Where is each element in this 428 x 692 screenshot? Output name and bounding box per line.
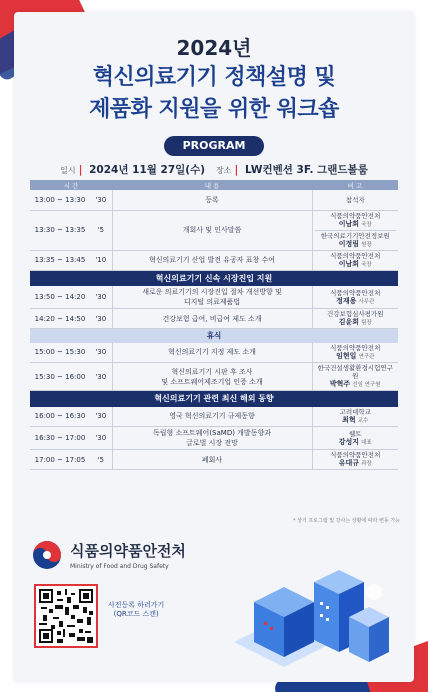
session-speaker bbox=[312, 343, 398, 363]
speaker-org: 한국의료기기안전정보원 bbox=[320, 231, 390, 240]
speaker-org: 식품의약품안전처 bbox=[330, 343, 381, 352]
speaker-org: 고려대학교 bbox=[339, 407, 371, 416]
title-year: 2024년 bbox=[176, 36, 252, 60]
session-time: 14:20 ~ 14:50 bbox=[30, 309, 90, 329]
table-row bbox=[30, 363, 398, 391]
speaker-name: 정재용 bbox=[336, 296, 357, 305]
session-duration: '30 bbox=[90, 427, 112, 450]
column-header-note: 비 고 bbox=[312, 180, 398, 190]
table-row bbox=[30, 250, 398, 270]
poster-card bbox=[14, 12, 414, 682]
speaker-name: 박혁주 bbox=[329, 380, 351, 389]
session-speaker bbox=[312, 190, 398, 210]
speaker-role: 연구관 bbox=[358, 353, 375, 360]
event-date: 2024년 11월 27일(수) bbox=[89, 164, 206, 176]
session-time: 13:00 ~ 13:30 bbox=[30, 190, 90, 210]
session-speaker bbox=[312, 286, 398, 309]
title-line-2: 제품화 지원을 위한 워크숍 bbox=[89, 97, 339, 122]
speaker-name: 임현일 bbox=[336, 351, 357, 360]
speaker-name: 이남희 bbox=[338, 219, 360, 228]
section-title: 혁신의료기기 관련 최신 해외 동향 bbox=[30, 391, 398, 407]
session-duration: '30 bbox=[90, 286, 112, 309]
session-duration: '30 bbox=[90, 363, 112, 391]
speaker-org: 한국건설생활환경시험연구원 bbox=[317, 364, 393, 381]
place-label: 장소 bbox=[216, 166, 232, 175]
event-info bbox=[14, 162, 414, 177]
session-title: 폐회사 bbox=[112, 450, 312, 470]
session-duration: '30 bbox=[90, 407, 112, 427]
speaker-org: 웰트 bbox=[348, 429, 362, 438]
session-duration: '5 bbox=[90, 450, 112, 470]
separator: | bbox=[78, 164, 83, 176]
program-table-body bbox=[30, 190, 398, 470]
session-time: 15:00 ~ 15:30 bbox=[30, 343, 90, 363]
session-time: 13:30 ~ 13:35 bbox=[30, 210, 90, 250]
speaker-entry bbox=[315, 430, 397, 447]
speaker-role: 사무관 bbox=[358, 298, 375, 305]
speaker-name: 유대규 bbox=[338, 459, 360, 468]
session-title: 혁신의료기기 지정 제도 소개 bbox=[112, 343, 312, 363]
column-header-content: 내 용 bbox=[112, 180, 312, 190]
speaker-org: 참석자 bbox=[345, 195, 365, 204]
qr-code-icon bbox=[39, 589, 93, 643]
session-title: 혁신의료기기 시판 후 조사 및 소프트웨어제조기업 인증 소개 bbox=[112, 363, 312, 391]
session-title: 영국 혁신의료기기 규제동향 bbox=[112, 407, 312, 427]
ministry-name-kr: 식품의약품안전처 bbox=[70, 542, 186, 560]
session-time: 16:00 ~ 16:30 bbox=[30, 407, 90, 427]
speaker-entry bbox=[315, 230, 397, 249]
session-speaker bbox=[312, 407, 398, 427]
table-row bbox=[30, 210, 398, 250]
speaker-role: 국장 bbox=[361, 261, 372, 268]
speaker-name: 이정림 bbox=[338, 239, 360, 248]
program-table bbox=[30, 180, 398, 470]
speaker-entry bbox=[315, 252, 397, 269]
speaker-role: 과장 bbox=[361, 461, 372, 468]
table-row bbox=[30, 343, 398, 363]
session-title: 독립형 소프트웨어(SaMD) 개발동향과 글로벌 시장 전망 bbox=[112, 427, 312, 450]
table-row bbox=[30, 190, 398, 210]
session-duration: '10 bbox=[90, 250, 112, 270]
speaker-role: 국장 bbox=[361, 221, 372, 228]
date-label: 일시 bbox=[60, 166, 76, 175]
speaker-role: 선임 연구원 bbox=[352, 382, 381, 389]
session-time: 13:50 ~ 14:20 bbox=[30, 286, 90, 309]
session-title: 혁신의료기기 산업 발전 유공자 표창 수여 bbox=[112, 250, 312, 270]
speaker-name: 김윤희 bbox=[338, 318, 360, 327]
table-row bbox=[30, 450, 398, 470]
title-line-1: 혁신의료기기 정책설명 및 bbox=[92, 65, 336, 90]
speaker-name: 최혁 bbox=[342, 416, 356, 424]
ministry-logo bbox=[32, 540, 186, 570]
session-time: 17:00 ~ 17:05 bbox=[30, 450, 90, 470]
session-title: 새로운 의료기기의 시장진입 절차 개선방향 및 디지털 의료제품법 bbox=[112, 286, 312, 309]
event-place: LW컨벤션 3F. 그랜드볼룸 bbox=[245, 164, 368, 176]
speaker-role: 교수 bbox=[357, 418, 369, 424]
section-header-row bbox=[30, 391, 398, 407]
speaker-entry bbox=[315, 212, 397, 229]
table-row bbox=[30, 407, 398, 427]
break-row bbox=[30, 329, 398, 343]
speaker-org: 식품의약품안전처 bbox=[330, 288, 381, 297]
speaker-name: 이남희 bbox=[338, 259, 360, 268]
table-row bbox=[30, 427, 398, 450]
table-row bbox=[30, 309, 398, 329]
isometric-blocks-illustration bbox=[224, 532, 404, 682]
speaker-org: 식품의약품안전처 bbox=[330, 211, 381, 220]
session-duration: '5 bbox=[90, 210, 112, 250]
speaker-entry bbox=[315, 289, 397, 306]
column-header-time: 시 간 bbox=[30, 180, 112, 190]
qr-caption bbox=[108, 601, 164, 619]
session-duration: '30 bbox=[90, 343, 112, 363]
table-row bbox=[30, 286, 398, 309]
qr-caption-line1: 사전등록 하러가기 bbox=[108, 601, 165, 609]
session-speaker bbox=[312, 210, 398, 250]
speaker-role: 팀장 bbox=[361, 320, 372, 327]
session-speaker bbox=[312, 427, 398, 450]
speaker-entry bbox=[315, 344, 397, 361]
speaker-org: 식품의약품안전처 bbox=[330, 251, 381, 260]
ministry-emblem-icon bbox=[32, 540, 62, 570]
break-label: 휴식 bbox=[30, 329, 398, 343]
program-badge: PROGRAM bbox=[164, 136, 264, 156]
session-duration: '30 bbox=[90, 190, 112, 210]
speaker-name: 강성지 bbox=[338, 437, 360, 446]
session-speaker bbox=[312, 363, 398, 391]
section-title: 혁신의료기기 신속 시장진입 지원 bbox=[30, 270, 398, 286]
separator: | bbox=[234, 164, 239, 176]
qr-caption-line2: (QR코드 스캔) bbox=[113, 610, 159, 619]
session-duration: '30 bbox=[90, 309, 112, 329]
ministry-name-en: Ministry of Food and Drug Safety bbox=[70, 563, 169, 570]
session-speaker bbox=[312, 450, 398, 470]
session-speaker bbox=[312, 309, 398, 329]
session-time: 15:30 ~ 16:00 bbox=[30, 363, 90, 391]
speaker-role: 대표 bbox=[361, 439, 372, 446]
speaker-org: 건강보험심사평가원 bbox=[326, 310, 384, 318]
session-title: 개회사 및 인사말씀 bbox=[112, 210, 312, 250]
session-title: 건강보험 급여, 비급여 제도 소개 bbox=[112, 309, 312, 329]
session-title: 등록 bbox=[112, 190, 312, 210]
speaker-entry bbox=[315, 364, 397, 389]
session-time: 16:30 ~ 17:00 bbox=[30, 427, 90, 450]
speaker-entry bbox=[315, 310, 397, 327]
speaker-entry bbox=[315, 196, 397, 204]
speaker-role: 원장 bbox=[361, 241, 372, 248]
speaker-org: 식품의약품안전처 bbox=[330, 451, 381, 460]
speaker-entry bbox=[315, 451, 397, 468]
speaker-entry bbox=[315, 408, 397, 425]
section-header-row bbox=[30, 270, 398, 286]
registration-qr-code[interactable] bbox=[34, 584, 98, 648]
footnote: * 상기 프로그램 및 강사는 상황에 따라 변동 가능 bbox=[293, 518, 400, 524]
session-time: 13:35 ~ 13:45 bbox=[30, 250, 90, 270]
session-speaker bbox=[312, 250, 398, 270]
